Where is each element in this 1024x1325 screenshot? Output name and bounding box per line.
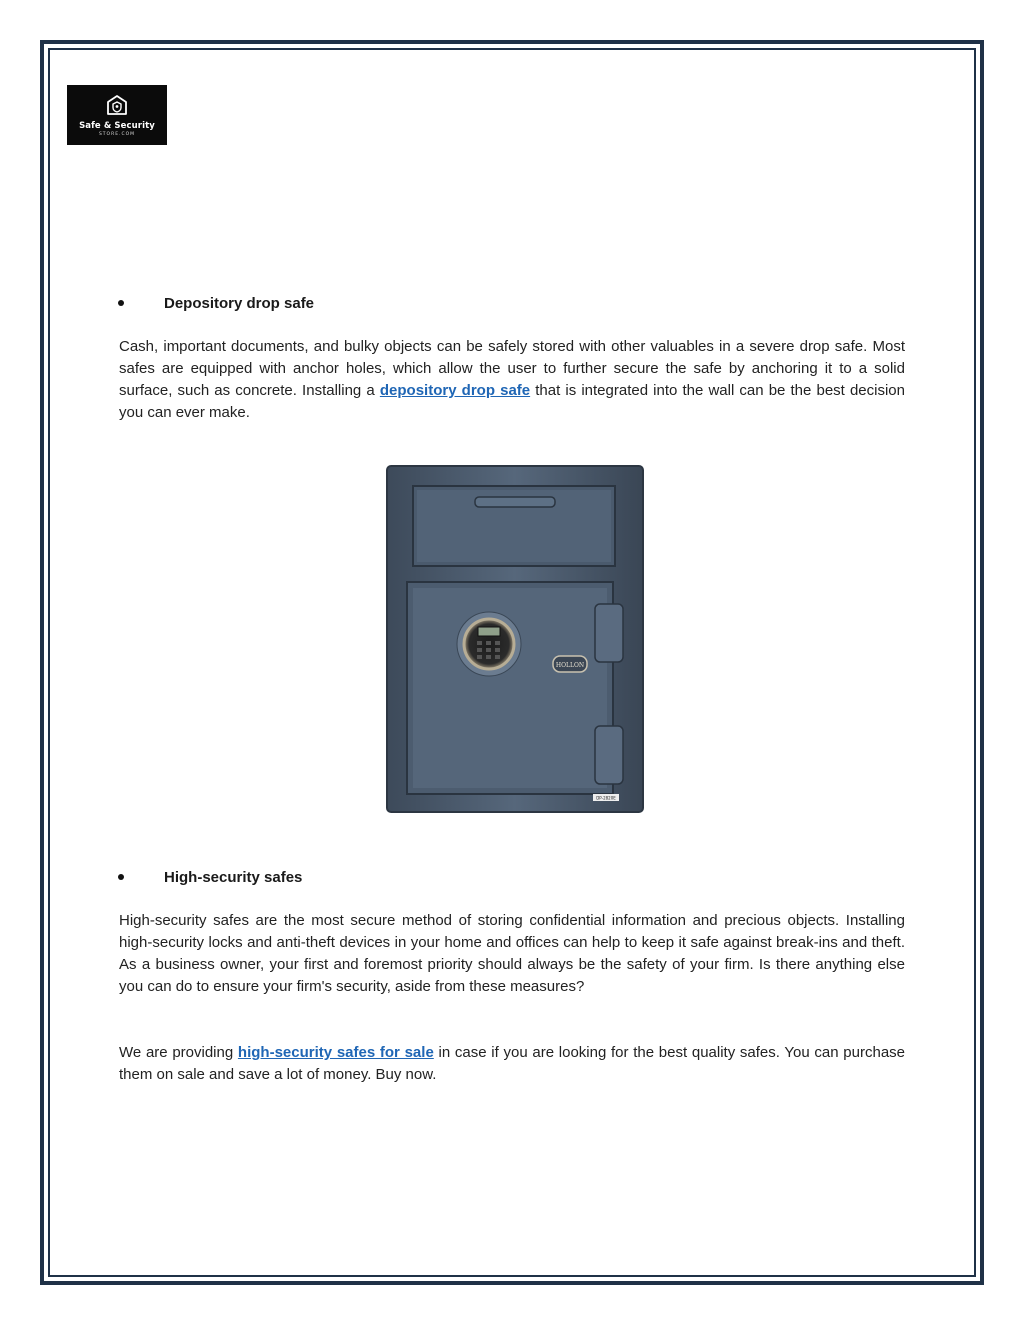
paragraph-text: in case if you are looking for the best quality safes. You can purchase them on sale and save a lot of money. Buy now. bbox=[119, 1044, 905, 1083]
paragraph-depository bbox=[119, 336, 905, 424]
paragraph-text: Cash, important documents, and bulky objects can be safely stored with other valuables in a severe drop safe. Most safes are equipped with anchor holes, which allow the user to further secure the safe by anchoring it to a solid surface, such as concrete. Installing a bbox=[119, 338, 905, 399]
paragraph-sale bbox=[119, 1042, 905, 1086]
store-logo[interactable] bbox=[67, 85, 167, 145]
high-security-safes-link[interactable]: high-security safes for sale bbox=[237, 1044, 434, 1061]
section-heading-depository: Depository drop safe bbox=[164, 295, 315, 312]
house-shield-icon bbox=[105, 94, 129, 118]
model-sticker: DP-2820E bbox=[596, 795, 616, 801]
logo-subtitle: STORE.COM bbox=[98, 131, 136, 137]
brand-badge: HOLLON bbox=[555, 662, 585, 669]
paragraph-high-security: High-security safes are the most secure method of storing confidential information and precious objects. Installing high-security locks and anti-theft devices in your home and offices can help to keep it safe against break-ins and theft. As a business owner, your first and foremost priority should always be the safety of your firm. Is there anything else you can do to ensure your firm's security, aside from these measures? bbox=[119, 912, 905, 995]
bullet-item-high-security bbox=[118, 866, 303, 888]
bullet-item-depository bbox=[118, 292, 315, 314]
section-heading-high-security: High-security safes bbox=[164, 869, 303, 886]
depository-safe-image bbox=[385, 464, 645, 814]
bullet-icon bbox=[118, 874, 124, 880]
depository-drop-safe-link[interactable]: depository drop safe bbox=[379, 382, 531, 399]
bullet-icon bbox=[118, 300, 124, 306]
paragraph-text: We are providing bbox=[119, 1044, 238, 1061]
paragraph-text: that is integrated into the wall can be the best decision you can ever make. bbox=[119, 382, 905, 421]
logo-title: Safe & Security bbox=[79, 120, 155, 131]
